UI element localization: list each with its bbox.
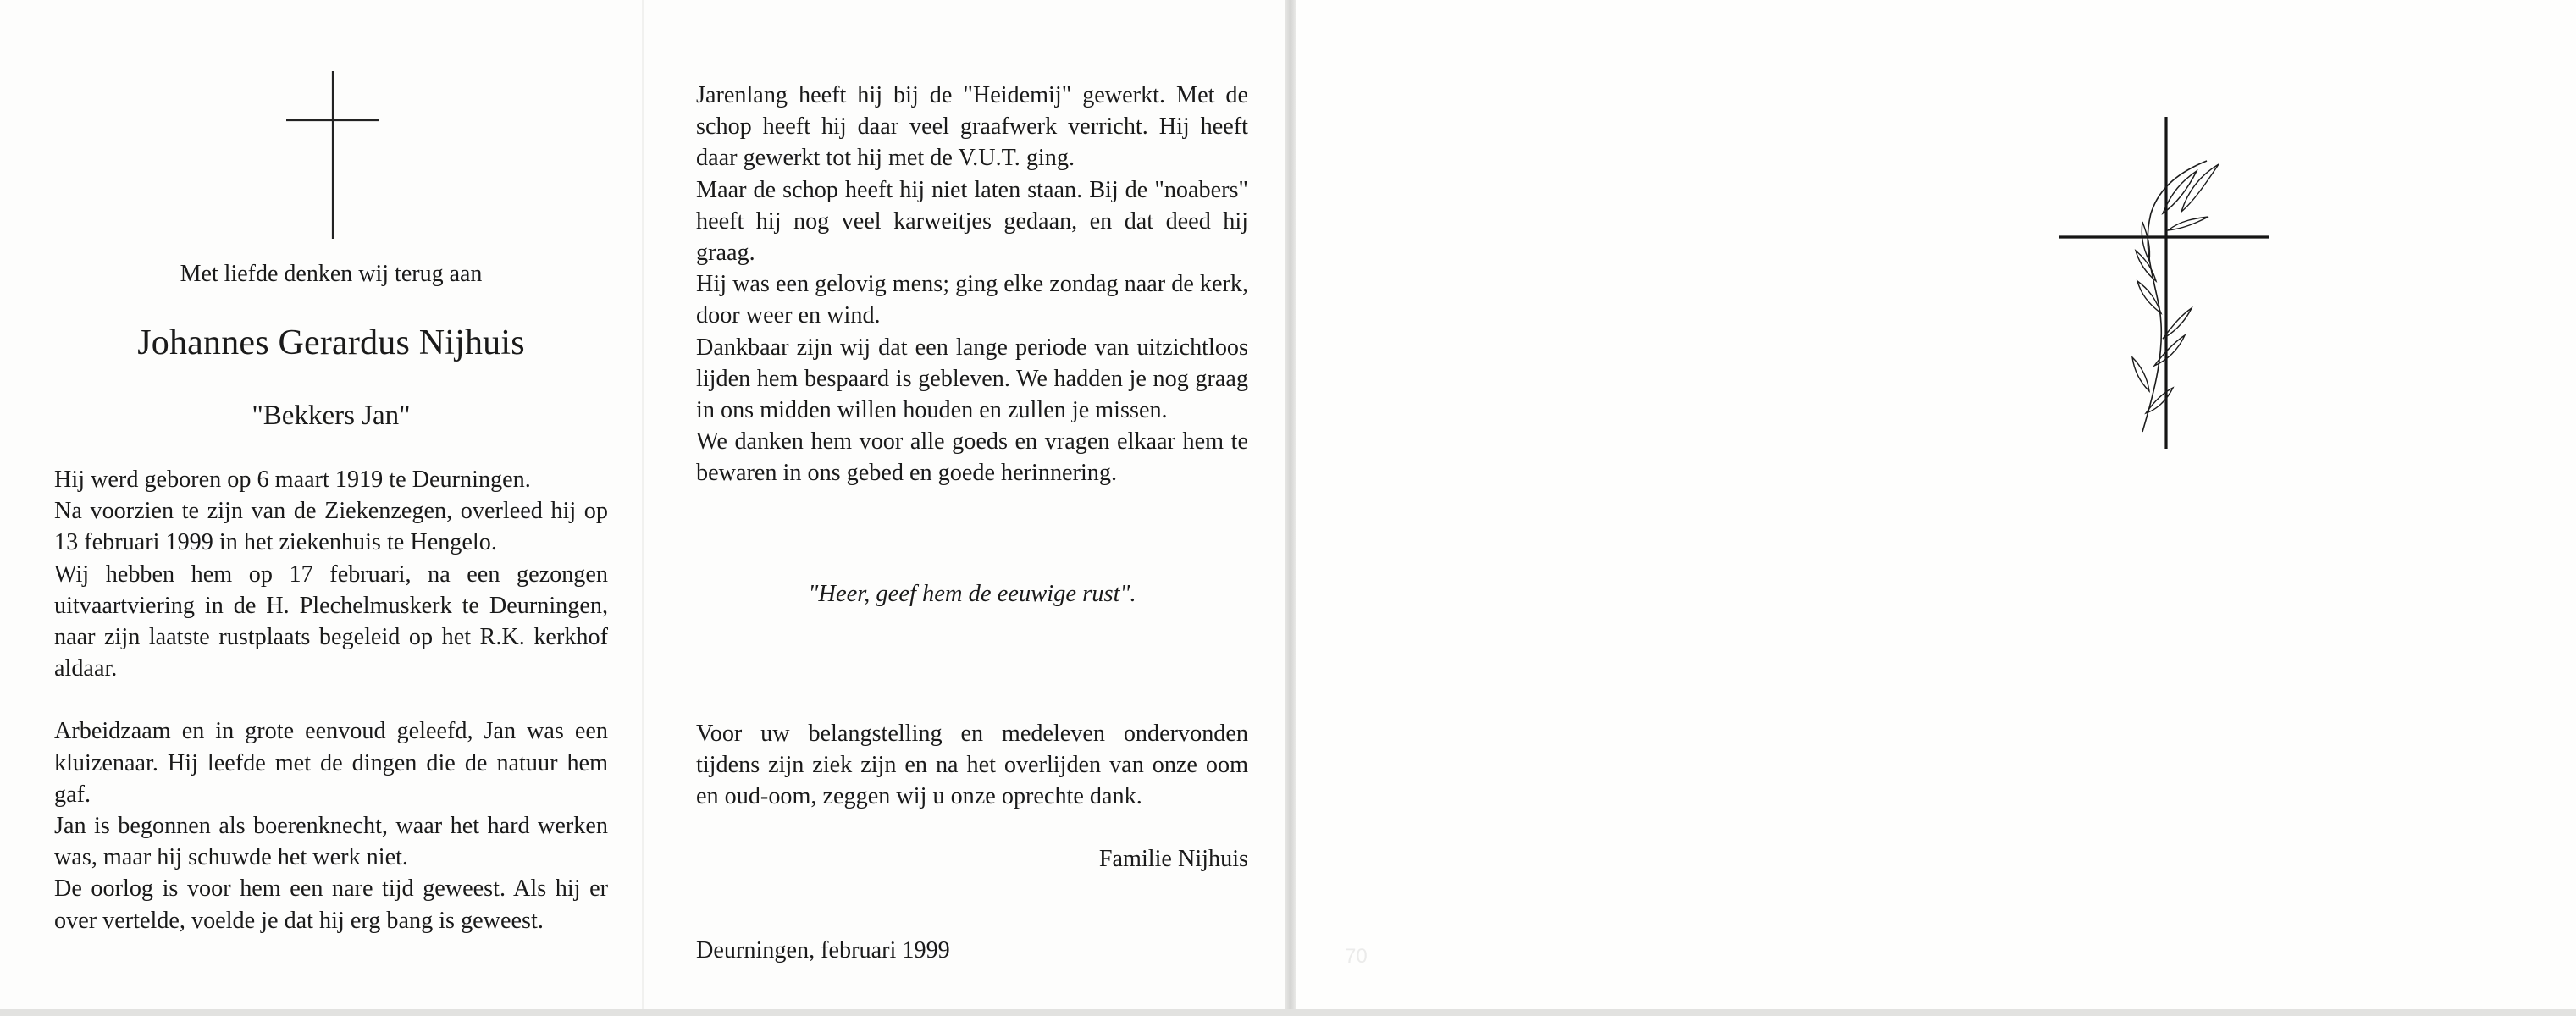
paragraph: Wij hebben hem op 17 februari, na een gezongen uitvaartviering in de H. Plechelmuskerk te Deurningen, naar zijn laatste rustplaats begeleid op het R.K. kerkhof aldaar.: [54, 560, 608, 682]
simple-cross-icon: [286, 71, 379, 240]
paragraph: Dankbaar zijn wij dat een lange periode van uitzichtloos lijden hem bespaard is gebleven. We hadden je nog graag in ons midden willen houden en zullen je missen.: [696, 334, 1248, 424]
place-date: Deurningen, februari 1999: [696, 937, 950, 964]
paragraph: Jan is begonnen als boerenknecht, waar het hard werken was, maar hij schuwde het werk niet.: [54, 813, 608, 871]
scan-bottom-edge: [0, 1009, 2576, 1016]
family-signature: Familie Nijhuis: [1098, 846, 1248, 872]
intro-line: Met liefde denken wij terug aan: [180, 261, 483, 287]
paragraph: Hij werd geboren op 6 maart 1919 te Deurningen.: [54, 467, 531, 493]
paragraph: Na voorzien te zijn van de Ziekenzegen, overleed hij op 13 februari 1999 in het ziekenhuis te Hengelo.: [54, 498, 608, 556]
prayer-quote: "Heer, geef hem de eeuwige rust".: [808, 581, 1136, 607]
paragraph: Jarenlang heeft hij bij de "Heidemij" gewerkt. Met de schop heeft hij daar veel graafwerk verricht. Hij heeft daar gewerkt tot hij met de V.U.T. ging.: [696, 82, 1248, 172]
right-column-text: [696, 80, 1248, 489]
inside-spread: [0, 0, 1285, 1009]
paragraph: De oorlog is voor hem een nare tijd geweest. Als hij er over vertelde, voelde je dat hij erg bang is geweest.: [54, 875, 608, 934]
paragraph: Hij was een gelovig mens; ging elke zondag naar de kerk, door weer en wind.: [696, 271, 1249, 329]
page-gutter: [1285, 0, 1296, 1016]
outside-spread: [1296, 0, 2576, 1009]
cross-with-branch-icon: [2054, 112, 2275, 450]
paragraph: Arbeidzaam en in grote eenvoud geleefd, Jan was een kluizenaar. Hij leefde met de dingen die de natuur hem gaf.: [54, 718, 608, 808]
deceased-nickname: "Bekkers Jan": [252, 400, 411, 431]
center-fold: [642, 0, 644, 1009]
paragraph: We danken hem voor alle goeds en vragen elkaar hem te bewaren in ons gebed en goede herinnering.: [696, 428, 1248, 487]
left-column-text: [54, 464, 608, 936]
paragraph: Maar de schop heeft hij niet laten staan. Bij de "noabers" heeft hij nog veel karweitjes gedaan, en dat deed hij graag.: [696, 176, 1248, 267]
page-number: 70: [1345, 945, 1368, 968]
thanks-text: Voor uw belangstelling en medeleven ondervonden tijdens zijn ziek zijn en na het overlijden van onze oom en oud-oom, zeggen wij u onze oprechte dank.: [696, 721, 1248, 810]
deceased-name: Johannes Gerardus Nijhuis: [137, 323, 525, 362]
